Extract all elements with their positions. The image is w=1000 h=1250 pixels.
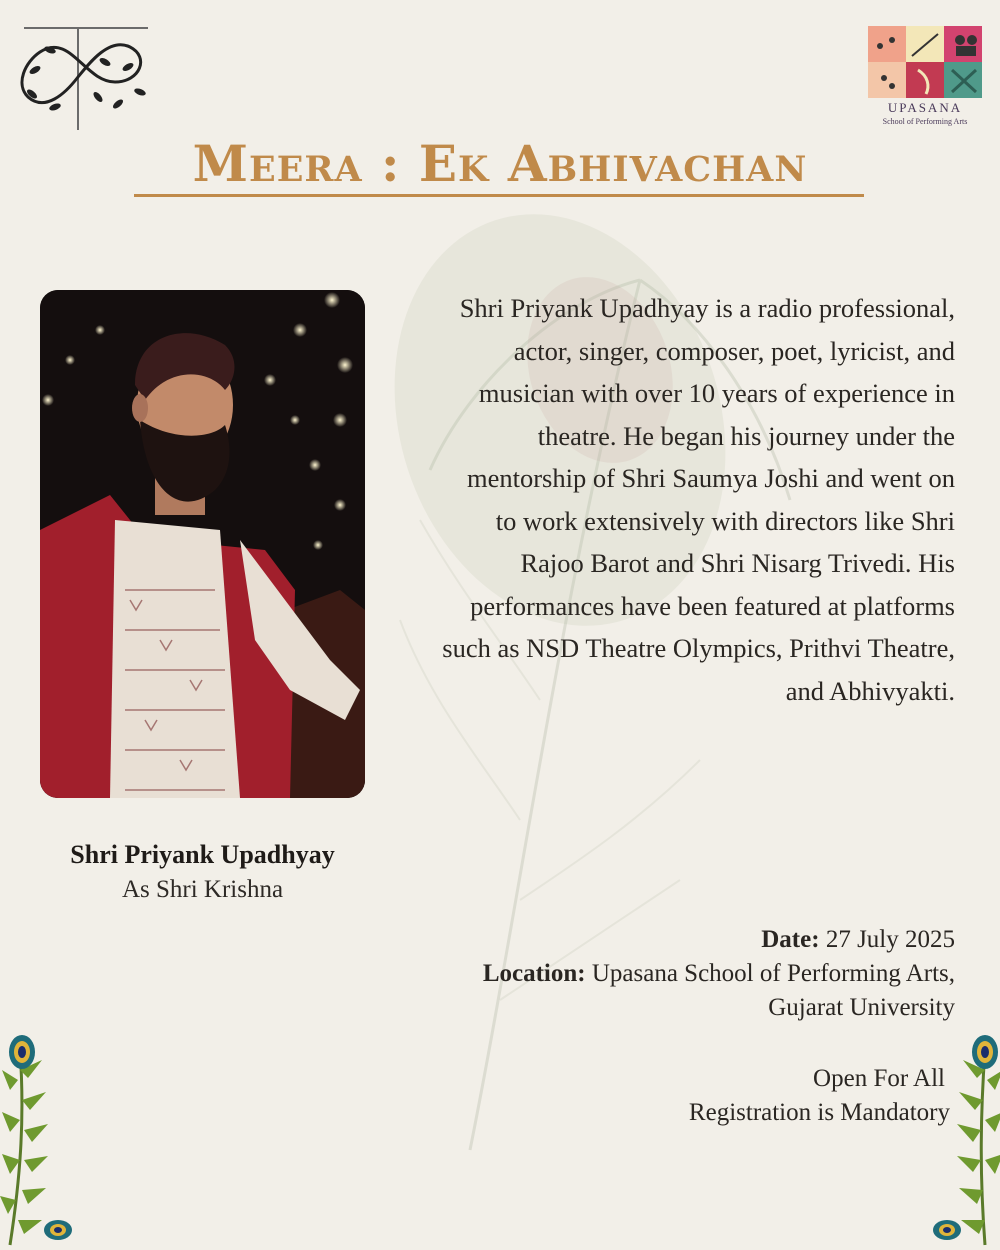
performer-name: Shri Priyank Upadhyay xyxy=(70,840,335,869)
event-details xyxy=(430,923,955,1025)
vine-logo-icon xyxy=(10,22,160,134)
location-value: Upasana School of Performing Arts, Gujarat University xyxy=(591,960,955,1021)
open-for-all-text: Open For All xyxy=(813,1065,945,1092)
performer-photo xyxy=(40,290,365,798)
event-location xyxy=(430,957,955,1025)
date-value: 27 July 2025 xyxy=(825,926,955,953)
location-label: Location: xyxy=(482,960,586,987)
registration-text: Registration is Mandatory xyxy=(688,1099,950,1126)
upasana-logo-icon xyxy=(868,26,982,98)
brand-tagline: School of Performing Arts xyxy=(882,117,968,126)
brand-name: UPASANA xyxy=(887,100,963,115)
page-title: Meera : Ek Abhivachan xyxy=(192,134,808,193)
upasana-logo xyxy=(866,24,984,124)
peacock-feather-icon xyxy=(0,1030,80,1250)
performer-bio: Shri Priyank Upadhyay is a radio professional, actor, singer, composer, poet, lyricist, and musician with over 10 years of experience in theatre. He began his journey under the mentorship of Shri Saumya Joshi and went on to work extensively with directors like Shri Rajoo Barot and Shri Nisarg Trivedi. His performances have been featured at platforms such as NSD Theatre Olympics, Prithvi Theatre, and Abhivyakti. xyxy=(442,293,955,706)
event-date xyxy=(430,923,955,957)
performer-role: As Shri Krishna xyxy=(121,876,284,903)
date-label: Date: xyxy=(761,926,820,953)
peacock-feather-icon-right xyxy=(925,1030,1000,1250)
title-underline xyxy=(134,194,864,197)
